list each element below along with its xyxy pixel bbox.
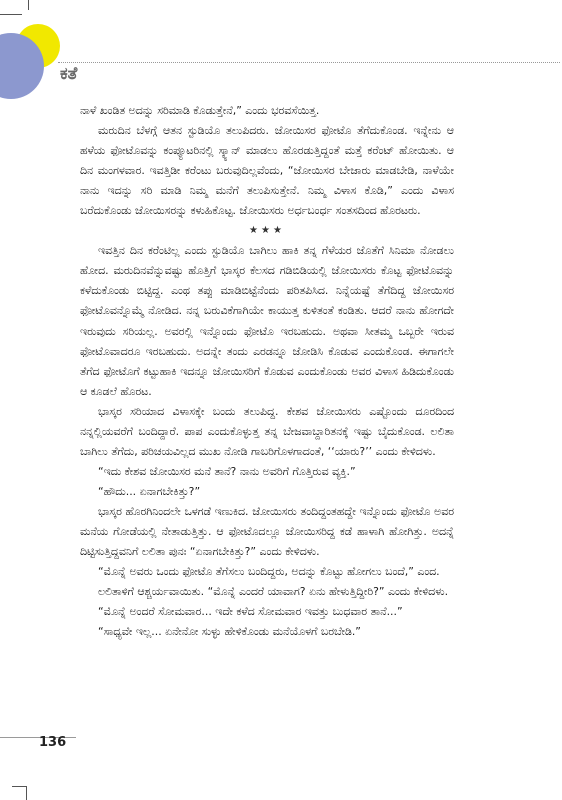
paragraph: “ಹೌದು... ಏನಾಗಬೇಕಿತ್ತು?” <box>98 484 201 498</box>
paragraph: ಭಾಸ್ಕರ ಹೊರಗಿನಿಂದಲೇ ಒಳಗಡೆ ಇಣುಕಿದ. ಜೋಯಿಸರು ತಂದಿದ್ದಂತಹದ್ದೇ ಇನ್ನೊಂದು ಫೋಟೊ ಅವರ ಮನೆಯ ಗೋಡೆಯಲ್ಲಿ ನೇತಾಡುತ್ತಿತ್ತು. ಆ ಫೋಟೊದಲ್ಲೂ ಜೋಯಿಸರಿದ್ದ ಕಡೆ ಹಾಳಾಗಿ ಹೋಗಿತ್ತು. ಅದನ್ನೆ ದಿಟ್ಟಿಸುತ್ತಿದ್ದವನಿಗೆ ಲಲಿತಾ ಪುನಃ “ಏನಾಗಬೇಕಿತ್ತು?” ಎಂದು ಕೇಳಿದಳು. <box>80 504 454 559</box>
paragraph: ನಾಳೆ ಖಂಡಿತ ಅದನ್ನು ಸರಿಮಾಡಿ ಕೊಡುತ್ತೇನೆ,” ಎಂದು ಭರವಸೆಯಿತ್ತ. <box>80 104 320 117</box>
crop-mark-bottom-v <box>26 786 27 800</box>
paragraph: ಇವತ್ತಿನ ದಿನ ಕರೆಂಟಿಲ್ಲ ಎಂದು ಸ್ಟುಡಿಯೊ ಬಾಗಿಲು ಹಾಕಿ ತನ್ನ ಗೆಳೆಯರ ಜೊತೆಗೆ ಸಿನಿಮಾ ನೋಡಲು ಹೋದ. ಮರುದಿನವೆನ್ನುವಷ್ಟು ಹೊತ್ತಿಗೆ ಭಾಸ್ಕರ ಕೆಲಸದ ಗಡಿಬಿಡಿಯಲ್ಲಿ ಜೋಯಿಸರು ಕೊಟ್ಟ ಫೋಟೊವನ್ನು ಕಳೆದುಕೊಂಡು ಬಿಟ್ಟಿದ್ದ. ಎಂಥ ತಪ್ಪು ಮಾಡಿಬಿಟ್ಟೆನೆಂದು ಪರಿತಪಿಸಿದ. ನಿನ್ನೆಯಷ್ಟೆ ತೆಗೆದಿದ್ದ ಜೋಯಿಸರ ಫೋಟೊವನ್ನೊಮ್ಮೆ ನೋಡಿದ. ನನ್ನ ಬರುವಿಕೆಗಾಗಿಯೇ ಕಾಯುತ್ತ ಕುಳಿತಂತೆ ಕಂಡಿತು. ಆದರೆ ನಾನು ಹೋಗದೇ ಇರುವುದು ಸರಿಯಲ್ಲ. ಅವರಲ್ಲಿ ಇನ್ನೊಂದು ಫೋಟೊ ಇರಬಹುದು. ಅಥವಾ ಸೀತಮ್ಮ ಒಬ್ಬರೇ ಇರುವ ಫೋಟೊವಾದರೂ ಇರಬಹುದು. ಅದನ್ನೇ ತಂದು ಎರಡನ್ನೂ ಜೋಡಿಸಿ ಕೊಡುವ ಎಂದುಕೊಂಡ. ಈಗಾಗಲೇ ತೆಗೆದ ಫೋಟೊಗೆ ಕಟ್ಟುಹಾಕಿ ಇದನ್ನೂ ಜೋಯಿಸರಿಗೆ ಕೊಡುವ ಎಂದುಕೊಂಡು ಅವರ ವಿಳಾಸ ಹಿಡಿದುಕೊಂಡು ಆ ಕೂಡಲೆ ಹೊರಟ. <box>80 244 454 398</box>
paragraph: “ಸಾಧ್ಯವೇ ಇಲ್ಲ... ಏನೇನೋ ಸುಳ್ಳು ಹೇಳಿಕೊಂಡು ಮನೆಯೊಳಗೆ ಬರಬೇಡಿ.” <box>98 625 361 639</box>
paragraph: ಭಾಸ್ಕರ ಸರಿಯಾದ ವಿಳಾಸಕ್ಕೇ ಬಂದು ತಲುಪಿದ್ದ. ಕೇಶವ ಜೋಯಿಸರು ಎಷ್ಟೊಂದು ದೂರದಿಂದ ನನ್ನಲ್ಲಿಯವರೆಗೆ ಬಂದಿದ್ದಾರೆ. ಪಾಪ ಎಂದುಕೊಳ್ಳುತ್ತ ತನ್ನ ಬೇಜವಾಬ್ದಾರಿತನಕ್ಕೆ ಇಷ್ಟು ಬೈದುಕೊಂಡ. ಲಲಿತಾ ಬಾಗಿಲು ತೆಗೆದು, ಪರಿಚಯವಿಲ್ಲದ ಮುಖ ನೋಡಿ ಗಾಬರಿಗೊಳಗಾದಂತೆ, ‘‘ಯಾರು?’’ ಎಂದು ಕೇಳಿದಳು. <box>80 404 454 458</box>
story-body <box>80 101 454 642</box>
crop-mark-bottom <box>12 786 26 787</box>
paragraph: ಮರುದಿನ ಬೆಳಗ್ಗೆ ಆತನ ಸ್ಟುಡಿಯೊ ತಲುಪಿದರು. ಜೋಯಿಸರ ಫೋಟೊ ತೆಗೆದುಕೊಂಡ. ಇನ್ನೇನು ಆ ಹಳೆಯ ಫೋಟೊವನ್ನು ಕಂಪ್ಯೂಟರಿನಲ್ಲಿ ಸ್ಕ್ಯಾನ್ ಮಾಡಲು ಹೊರಡುತ್ತಿದ್ದಂತೆ ಮತ್ತೆ ಕರೆಂಟ್ ಹೋಯಿತು. ಆ ದಿನ ಮಂಗಳವಾರ. ಇವತ್ತಿಡೀ ಕರೆಂಟು ಬರುವುದಿಲ್ಲವೆಂದು, “ಜೋಯಿಸರ ಬೇಜಾರು ಮಾಡಬೇಡಿ, ನಾಳೆಯೇ ನಾನು ಇದನ್ನು ಸರಿ ಮಾಡಿ ನಿಮ್ಮ ಮನೆಗೆ ತಲುಪಿಸುತ್ತೇನೆ. ನಿಮ್ಮ ವಿಳಾಸ ಕೊಡಿ,” ಎಂದು ವಿಳಾಸ ಬರೆದುಕೊಂಡು ಜೋಯಿಸರನ್ನು ಕಳುಹಿಕೊಟ್ಟ. ಜೋಯಿಸರು ಅರ್ಧಬಂರ್ಧ ಸಂತಸದಿಂದ ಹೊರಟರು. <box>80 124 454 218</box>
header-dotted-rule <box>58 62 560 63</box>
paragraph: “ಮೊನ್ನೆ ಅಂದರೆ ಸೋಮವಾರ... ಇದೇ ಕಳೆದ ಸೋಮವಾರ ಇವತ್ತು ಬುಧವಾರ ತಾನೆ...” <box>98 605 403 619</box>
section-break: ★★★ <box>249 225 285 237</box>
paragraph: “ಮೊನ್ನೆ ಅವರು ಒಂದು ಫೋಟೊ ತೆಗೆಸಲು ಬಂದಿದ್ದರು, ಅದನ್ನು ಕೊಟ್ಟು ಹೋಗಲು ಬಂದೆ,” ಎಂದ. <box>98 565 440 579</box>
page-number: 136 <box>39 735 67 750</box>
crop-mark-top <box>28 0 29 10</box>
section-label: ಕತೆ <box>60 64 78 84</box>
paragraph: ಲಲಿತಾಳಿಗೆ ಆಶ್ಚರ್ಯವಾಯಿತು. “ಮೊನ್ನೆ ಎಂದರೆ ಯಾವಾಗ? ಏನು ಹೇಳುತ್ತಿದ್ದೀರಿ?” ಎಂದು ಕೇಳಿದಳು. <box>98 585 449 599</box>
crop-mark-top-h <box>0 14 22 15</box>
paragraph: “ಇದು ಕೇಶವ ಜೋಯಿಸರ ಮನೆ ತಾನೆ? ನಾನು ಅವರಿಗೆ ಗೊತ್ತಿರುವ ವ್ಯಕ್ತಿ.” <box>98 464 356 478</box>
